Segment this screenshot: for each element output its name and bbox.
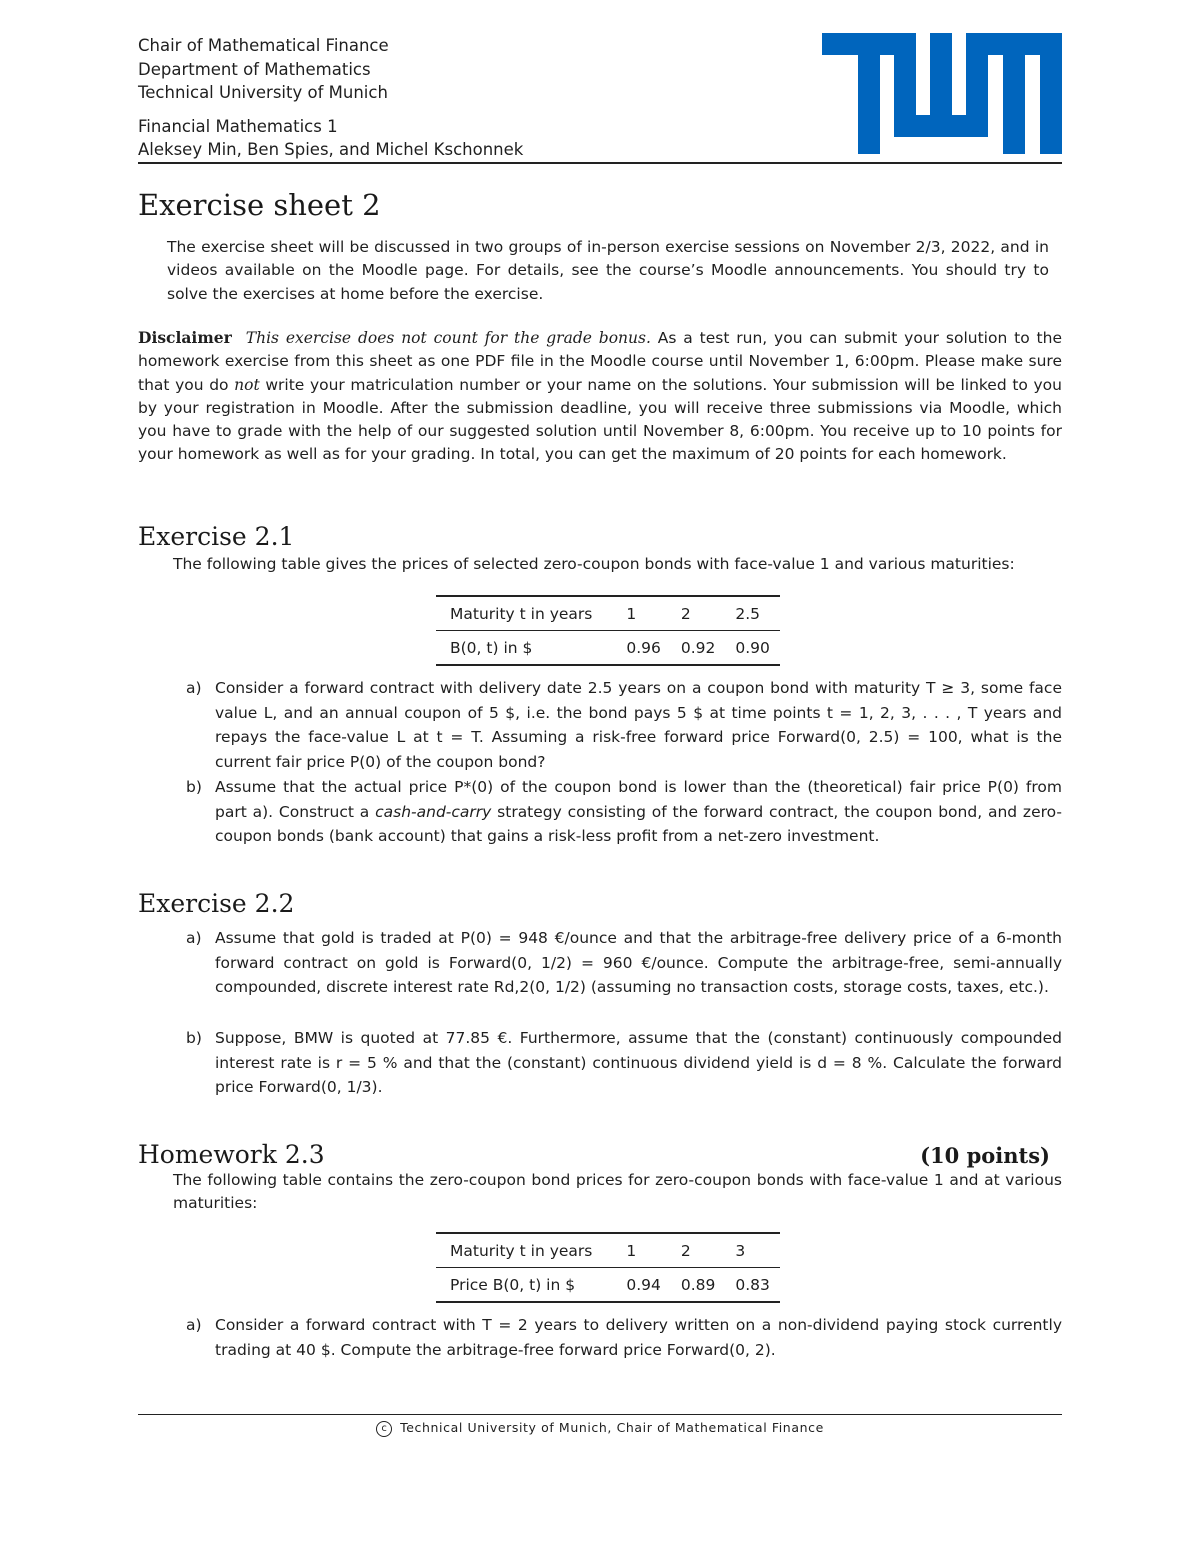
part-text: Consider a forward contract with delivery date 2.5 years on a coupon bond with maturity T ≥ 3, some face value L, and an annual coupon of 5 $, i.e. the bond pays 5 $ at time points t = 1, 2, 3, . . . , T years and repays the face-value L at t = T. Assuming a risk-free forward price Forward(0, 2.5) = 100, what is the current fair price P(0) of the coupon bond? bbox=[215, 679, 1062, 771]
disclaimer-label: Disclaimer bbox=[138, 328, 232, 347]
part-label: a) bbox=[186, 679, 202, 697]
footer-text: Technical University of Munich, Chair of Mathematical Finance bbox=[400, 1420, 824, 1435]
intro-paragraph: The exercise sheet will be discussed in two groups of in-person exercise sessions on November 2/3, 2022, and in videos available on the Moodle page. For details, see the course’s Moodle announcements. You should try to solve the exercises at home before the exercise. bbox=[167, 238, 1049, 303]
page-title: Exercise sheet 2 bbox=[138, 188, 381, 222]
part-label: b) bbox=[186, 778, 202, 796]
footer bbox=[138, 1420, 1062, 1437]
table-cell: 1 bbox=[616, 596, 671, 631]
disclaimer-text-a: As a test run, you can submit your solution to the homework exercise from this sheet as one PDF file in the Moodle course until November 1, 6:00pm. Please make sure that you do bbox=[138, 329, 1062, 394]
header-block bbox=[138, 34, 523, 162]
table-cell: 0.83 bbox=[725, 1268, 780, 1303]
exercise-2-2-title: Exercise 2.2 bbox=[138, 889, 295, 918]
part-text: Suppose, BMW is quoted at 77.85 €. Furthermore, assume that the (constant) continuously compounded interest rate is r = 5 % and that the (constant) continuous dividend yield is d = 8 %. Calculate the forward price Forward(0, 1/3). bbox=[215, 1029, 1062, 1096]
homework-2-3-part-a bbox=[186, 1313, 1062, 1362]
table-cell: 2.5 bbox=[725, 596, 780, 631]
table-cell: Price B(0, t) in $ bbox=[436, 1268, 616, 1303]
header-rule bbox=[138, 162, 1062, 164]
table-cell: 1 bbox=[616, 1233, 671, 1268]
table-cell: 0.90 bbox=[725, 631, 780, 666]
table-cell: Maturity t in years bbox=[436, 596, 616, 631]
table-cell: Maturity t in years bbox=[436, 1233, 616, 1268]
disclaimer-not: not bbox=[234, 375, 260, 394]
homework-points: (10 points) bbox=[920, 1143, 1050, 1168]
exercise-2-1-title: Exercise 2.1 bbox=[138, 522, 295, 551]
homework-2-3-intro: The following table contains the zero-coupon bond prices for zero-coupon bonds with face-value 1 and at various maturities: bbox=[173, 1171, 1062, 1213]
footer-rule bbox=[138, 1414, 1062, 1415]
homework-2-3-title: Homework 2.3 bbox=[138, 1140, 325, 1169]
tum-logo bbox=[822, 33, 1062, 154]
homework-2-3-bond-table bbox=[436, 1232, 780, 1303]
part-text: Consider a forward contract with T = 2 years to delivery written on a non-dividend paying stock currently trading at 40 $. Compute the arbitrage-free forward price Forward(0, 2). bbox=[215, 1316, 1062, 1359]
header-university: Technical University of Munich bbox=[138, 83, 388, 102]
exercise-2-1-part-a bbox=[186, 676, 1062, 774]
table-row bbox=[436, 631, 780, 666]
table-cell: 2 bbox=[671, 1233, 726, 1268]
table-row bbox=[436, 596, 780, 631]
disclaimer-text-b: write your matriculation number or your name on the solutions. Your submission will be linked to you by your registration in Moodle. After the submission deadline, you will receive three submissions via Moodle, which you have to grade with the help of our suggested solution until November 8, 6:00pm. You receive up to 10 points for your homework as well as for your grading. In total, you can get the maximum of 20 points for each homework. bbox=[138, 375, 1062, 464]
disclaimer-emphasis: This exercise does not count for the grade bonus. bbox=[245, 329, 651, 347]
table-cell: 0.94 bbox=[616, 1268, 671, 1303]
header-authors: Aleksey Min, Ben Spies, and Michel Kschonnek bbox=[138, 140, 524, 159]
exercise-2-1-intro: The following table gives the prices of selected zero-coupon bonds with face-value 1 and various maturities: bbox=[173, 555, 1015, 573]
exercise-2-1-bond-table bbox=[436, 595, 780, 666]
part-label: a) bbox=[186, 1316, 202, 1334]
table-cell: 3 bbox=[725, 1233, 780, 1268]
disclaimer-paragraph bbox=[138, 326, 1062, 467]
table-cell: B(0, t) in $ bbox=[436, 631, 616, 666]
header-chair: Chair of Mathematical Finance bbox=[138, 36, 389, 55]
exercise-2-1-part-b bbox=[186, 775, 1063, 849]
part-text-b: strategy consisting of the forward contract, the coupon bond, and zero-coupon bonds (bank account) that gains a risk-less profit from a net-zero investment. bbox=[215, 802, 1063, 845]
header-department: Department of Mathematics bbox=[138, 59, 371, 79]
header-course: Financial Mathematics 1 bbox=[138, 116, 338, 136]
part-text-a: Assume that the actual price P*(0) of the coupon bond is lower than the (theoretical) fair price P(0) from part a). Construct a bbox=[215, 778, 1062, 821]
table-cell: 0.96 bbox=[616, 631, 671, 666]
part-label: a) bbox=[186, 929, 202, 947]
part-text: Assume that gold is traded at P(0) = 948 €/ounce and that the arbitrage-free delivery price of a 6-month forward contract on gold is Forward(0, 1/2) = 960 €/ounce. Compute the arbitrage-free, semi-annually compounded, discrete interest rate Rd,2(0, 1/2) (assuming no transaction costs, storage costs, taxes, etc.). bbox=[215, 929, 1062, 996]
part-label: b) bbox=[186, 1029, 202, 1047]
copyright-icon: c bbox=[376, 1421, 392, 1437]
exercise-2-2-part-a bbox=[186, 926, 1062, 1000]
table-row bbox=[436, 1268, 780, 1303]
table-cell: 2 bbox=[671, 596, 726, 631]
table-cell: 0.89 bbox=[671, 1268, 726, 1303]
table-row bbox=[436, 1233, 780, 1268]
part-emphasis: cash-and-carry bbox=[375, 802, 492, 821]
exercise-2-2-part-b bbox=[186, 1026, 1062, 1100]
table-cell: 0.92 bbox=[671, 631, 726, 666]
